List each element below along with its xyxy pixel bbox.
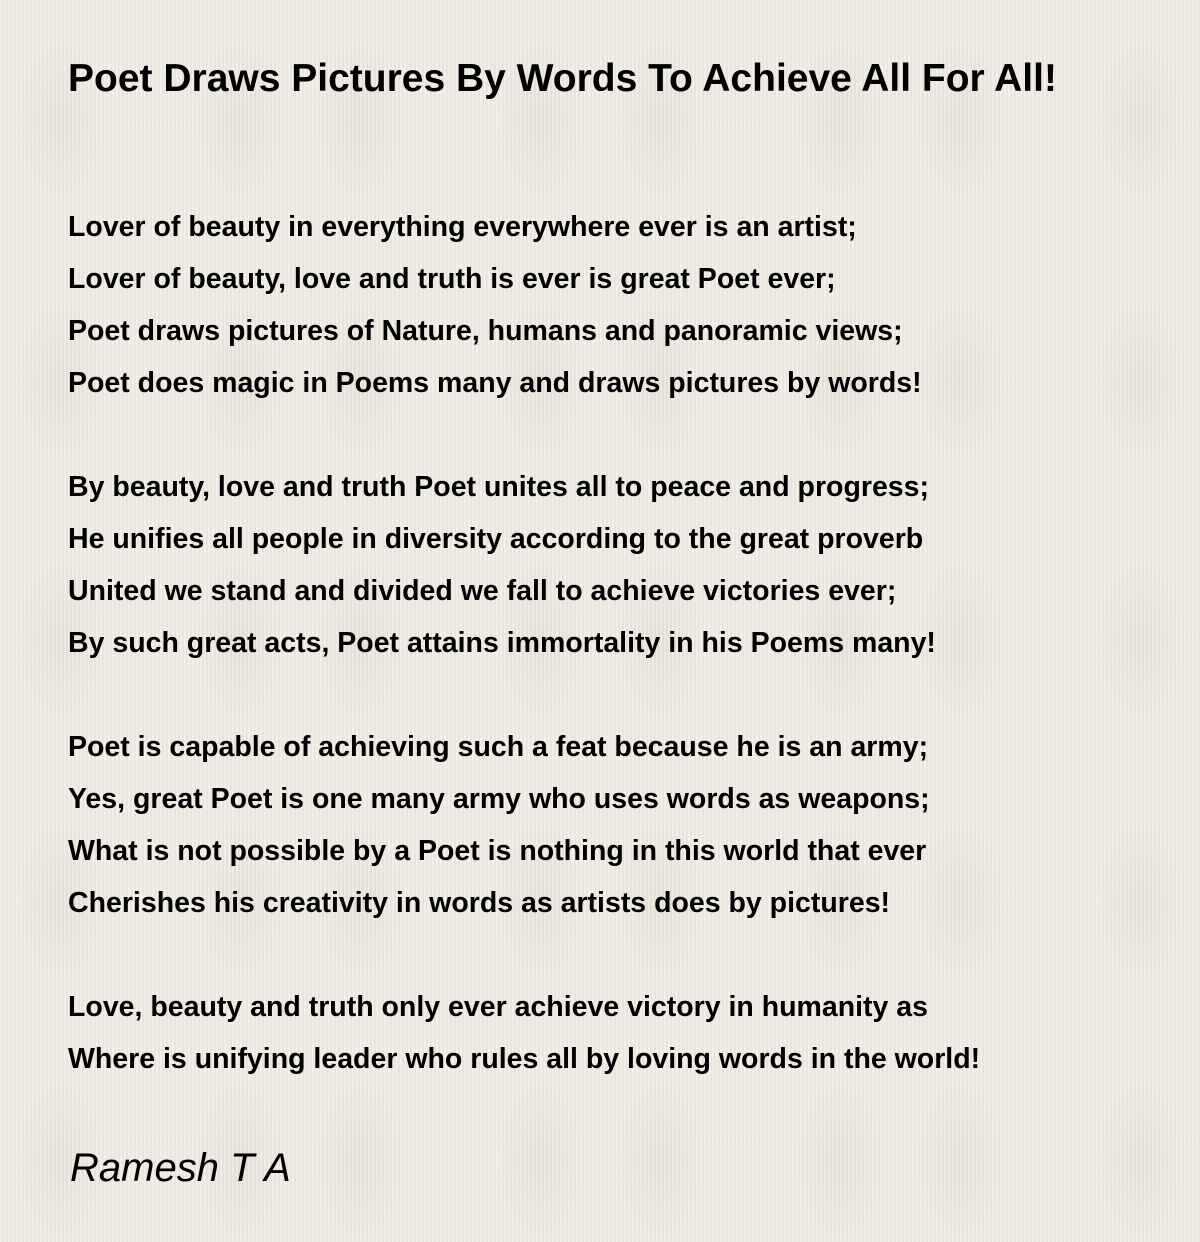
stanza-4 xyxy=(68,981,1188,1085)
poem-line: Poet does magic in Poems many and draws pictures by words! xyxy=(68,367,922,399)
poem-line: Where is unifying leader who rules all by loving words in the world! xyxy=(68,1043,981,1075)
poem-line: By such great acts, Poet attains immortality in his Poems many! xyxy=(68,627,936,659)
stanza-1 xyxy=(68,201,1188,409)
poem-author: Ramesh T A xyxy=(70,1146,291,1190)
poem-line: Lover of beauty, love and truth is ever is great Poet ever; xyxy=(68,263,836,295)
poem-line: United we stand and divided we fall to achieve victories ever; xyxy=(68,575,897,607)
poem-line: Poet is capable of achieving such a feat because he is an army; xyxy=(68,731,929,763)
poem-line: He unifies all people in diversity according to the great proverb xyxy=(68,523,924,555)
poem-line: What is not possible by a Poet is nothing in this world that ever xyxy=(68,835,927,867)
poem-title: Poet Draws Pictures By Words To Achieve All For All! xyxy=(68,57,1057,100)
poem-line: Poet draws pictures of Nature, humans and panoramic views; xyxy=(68,315,903,347)
poem-line: Love, beauty and truth only ever achieve victory in humanity as xyxy=(68,991,929,1023)
poem-line: Lover of beauty in everything everywhere ever is an artist; xyxy=(68,211,857,243)
stanza-3 xyxy=(68,721,1188,929)
poem-line: Cherishes his creativity in words as artists does by pictures! xyxy=(68,887,891,919)
poem-line: Yes, great Poet is one many army who uses words as weapons; xyxy=(68,783,930,815)
poem-line: By beauty, love and truth Poet unites all to peace and progress; xyxy=(68,471,929,503)
stanza-2 xyxy=(68,461,1188,669)
poem-body xyxy=(68,201,1188,1137)
